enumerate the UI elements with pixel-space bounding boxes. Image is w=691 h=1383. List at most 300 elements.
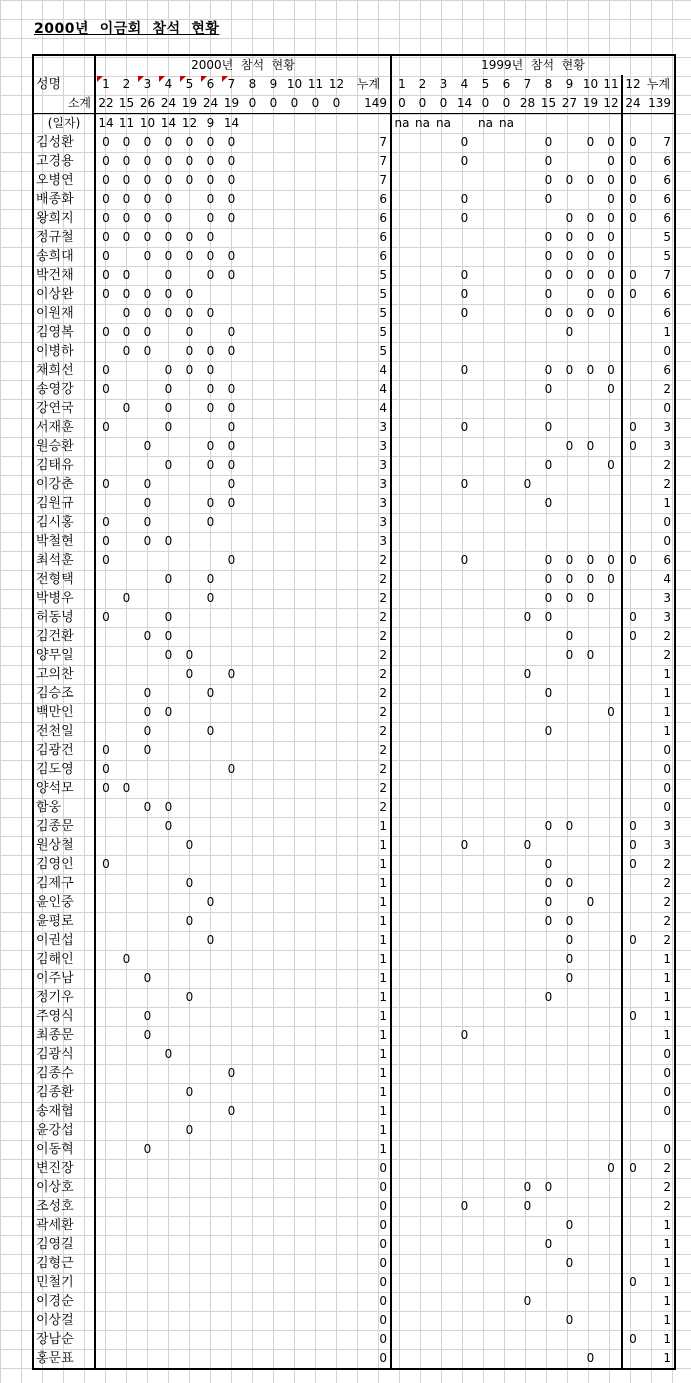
attendance-2000-m12 xyxy=(326,931,347,950)
attendance-1999-m3 xyxy=(433,456,454,475)
attendance-2000-m11 xyxy=(305,836,326,855)
attendance-1999-m6 xyxy=(496,323,517,342)
member-name: 고경용 xyxy=(33,152,95,171)
attendance-2000-m1 xyxy=(95,1292,116,1311)
attendance-1999-m1 xyxy=(391,855,412,874)
attendance-2000-m4 xyxy=(158,342,179,361)
attendance-1999-m11: 0 xyxy=(607,210,615,225)
member-name: 김해인 xyxy=(33,950,95,969)
attendance-1999-m3 xyxy=(433,285,454,304)
attendance-2000-m12 xyxy=(326,551,347,570)
attendance-2000-m7: 0 xyxy=(227,210,236,225)
attendance-2000-m4: 0 xyxy=(164,1046,173,1061)
attendance-1999-m4 xyxy=(454,950,475,969)
attendance-2000-m5 xyxy=(179,684,200,703)
cumulative-label-1999: 누계 xyxy=(643,75,675,94)
title-row xyxy=(33,55,675,75)
attendance-2000-m7: 0 xyxy=(227,761,236,776)
attendance-2000-m6 xyxy=(200,532,221,551)
attendance-1999-m11 xyxy=(601,1121,622,1140)
attendance-2000-m12 xyxy=(326,893,347,912)
attendance-2000-m12 xyxy=(326,665,347,684)
attendance-1999-m7 xyxy=(517,950,538,969)
attendance-2000-m6 xyxy=(200,1045,221,1064)
attendance-1999-m6 xyxy=(496,475,517,494)
attendance-1999-m4 xyxy=(454,1216,475,1235)
attendance-1999-m1 xyxy=(391,608,412,627)
attendance-2000-m1 xyxy=(95,798,116,817)
attendance-1999-m9: 0 xyxy=(565,362,574,377)
attendance-1999-m6 xyxy=(496,741,517,760)
attendance-1999-m8: 0 xyxy=(544,685,553,700)
attendance-1999-m3 xyxy=(433,1235,454,1254)
member-total-2000: 1 xyxy=(347,988,391,1007)
member-total-1999: 1 xyxy=(643,1026,675,1045)
attendance-1999-m8 xyxy=(538,1330,559,1349)
attendance-1999-m4 xyxy=(454,893,475,912)
member-row xyxy=(33,323,675,342)
attendance-1999-m8: 0 xyxy=(544,248,553,263)
attendance-1999-m1 xyxy=(391,912,412,931)
attendance-2000-m12 xyxy=(326,171,347,190)
attendance-2000-m9 xyxy=(263,1197,284,1216)
attendance-1999-m3 xyxy=(433,1273,454,1292)
attendance-2000-m2 xyxy=(116,931,137,950)
member-name: 이상걸 xyxy=(33,1311,95,1330)
attendance-2000-m8 xyxy=(242,1102,263,1121)
attendance-2000-m5: 0 xyxy=(185,343,194,358)
attendance-2000-m2 xyxy=(116,969,137,988)
attendance-1999-m12 xyxy=(622,969,643,988)
attendance-1999-m6 xyxy=(496,646,517,665)
attendance-1999-m6 xyxy=(496,399,517,418)
attendance-1999-m12 xyxy=(622,722,643,741)
attendance-2000-m6 xyxy=(200,551,221,570)
attendance-1999-m4: 0 xyxy=(460,134,469,149)
member-total-2000: 0 xyxy=(347,1330,391,1349)
attendance-1999-m5 xyxy=(475,228,496,247)
attendance-1999-m7 xyxy=(517,912,538,931)
attendance-1999-m12 xyxy=(622,247,643,266)
attendance-2000-m7 xyxy=(221,1311,242,1330)
attendance-2000-m3: 0 xyxy=(143,533,152,548)
member-row xyxy=(33,855,675,874)
attendance-1999-m10: 0 xyxy=(586,647,595,662)
attendance-1999-m2 xyxy=(412,1178,433,1197)
attendance-1999-m1 xyxy=(391,418,412,437)
attendance-2000-m11 xyxy=(305,969,326,988)
attendance-1999-m1 xyxy=(391,437,412,456)
attendance-1999-m12: 0 xyxy=(622,1273,643,1292)
attendance-1999-m7: 0 xyxy=(523,1293,532,1308)
attendance-1999-m12 xyxy=(622,912,643,931)
attendance-2000-m4: 0 xyxy=(164,305,173,320)
attendance-1999-m12 xyxy=(622,1254,643,1273)
attendance-1999-m2 xyxy=(412,1083,433,1102)
attendance-1999-m11: 0 xyxy=(607,267,615,282)
attendance-2000-m12 xyxy=(326,1121,347,1140)
attendance-2000-m8 xyxy=(242,1045,263,1064)
attendance-2000-m8 xyxy=(242,608,263,627)
attendance-2000-m8 xyxy=(242,931,263,950)
attendance-2000-m4 xyxy=(158,1235,179,1254)
subtotal-2000-1: 22 xyxy=(95,94,116,114)
attendance-1999-m2 xyxy=(412,1216,433,1235)
attendance-2000-m12 xyxy=(326,228,347,247)
attendance-2000-m5 xyxy=(179,779,200,798)
attendance-1999-m5 xyxy=(475,1064,496,1083)
attendance-2000-m8 xyxy=(242,1007,263,1026)
attendance-1999-m1 xyxy=(391,1045,412,1064)
attendance-1999-m8 xyxy=(538,342,559,361)
member-total-1999: 7 xyxy=(643,266,675,285)
attendance-2000-m2 xyxy=(116,1026,137,1045)
date-1999-3: na xyxy=(436,115,451,130)
attendance-1999-m6 xyxy=(496,988,517,1007)
attendance-1999-m10 xyxy=(580,741,601,760)
attendance-2000-m5 xyxy=(179,513,200,532)
attendance-2000-m1 xyxy=(95,1216,116,1235)
attendance-2000-m12 xyxy=(326,1083,347,1102)
attendance-2000-m5: 0 xyxy=(185,362,194,377)
attendance-1999-m9 xyxy=(559,1026,580,1045)
attendance-2000-m9 xyxy=(263,1140,284,1159)
attendance-1999-m3 xyxy=(433,1292,454,1311)
member-total-1999: 2 xyxy=(643,893,675,912)
attendance-2000-m12 xyxy=(326,133,347,152)
attendance-1999-m6 xyxy=(496,589,517,608)
attendance-2000-m1: 0 xyxy=(102,267,110,282)
attendance-2000-m1: 0 xyxy=(102,134,110,149)
attendance-1999-m1 xyxy=(391,475,412,494)
attendance-2000-m9 xyxy=(263,494,284,513)
attendance-2000-m2 xyxy=(116,836,137,855)
attendance-2000-m12 xyxy=(326,304,347,323)
attendance-1999-m7 xyxy=(517,209,538,228)
attendance-2000-m4: 0 xyxy=(164,400,173,415)
attendance-1999-m7 xyxy=(517,342,538,361)
attendance-2000-m8 xyxy=(242,1292,263,1311)
attendance-1999-m5 xyxy=(475,1121,496,1140)
attendance-2000-m8 xyxy=(242,152,263,171)
attendance-1999-m2 xyxy=(412,1254,433,1273)
attendance-1999-m2 xyxy=(412,304,433,323)
attendance-1999-m3 xyxy=(433,570,454,589)
member-row xyxy=(33,1216,675,1235)
attendance-2000-m10 xyxy=(284,1064,305,1083)
attendance-2000-m6 xyxy=(200,779,221,798)
attendance-2000-m3: 0 xyxy=(143,438,152,453)
attendance-1999-m8 xyxy=(538,475,559,494)
attendance-1999-m8 xyxy=(538,950,559,969)
attendance-1999-m7 xyxy=(517,969,538,988)
attendance-1999-m7: 0 xyxy=(523,837,532,852)
attendance-2000-m3 xyxy=(137,570,158,589)
attendance-2000-m10 xyxy=(284,722,305,741)
attendance-2000-m10 xyxy=(284,684,305,703)
attendance-2000-m1: 0 xyxy=(102,172,110,187)
member-row xyxy=(33,494,675,513)
attendance-2000-m11 xyxy=(305,760,326,779)
attendance-1999-m6 xyxy=(496,912,517,931)
attendance-1999-m3 xyxy=(433,532,454,551)
attendance-2000-m10 xyxy=(284,760,305,779)
attendance-1999-m9 xyxy=(559,513,580,532)
attendance-2000-m10 xyxy=(284,209,305,228)
attendance-2000-m8 xyxy=(242,380,263,399)
attendance-1999-m1 xyxy=(391,665,412,684)
attendance-2000-m12 xyxy=(326,190,347,209)
member-name: 배종화 xyxy=(33,190,95,209)
attendance-2000-m12 xyxy=(326,456,347,475)
member-total-2000: 0 xyxy=(347,1273,391,1292)
attendance-1999-m2 xyxy=(412,285,433,304)
attendance-2000-m7 xyxy=(221,1140,242,1159)
subtotal-1999-12: 24 xyxy=(622,94,643,114)
attendance-1999-m4 xyxy=(454,1273,475,1292)
attendance-1999-m9: 0 xyxy=(565,229,574,244)
attendance-1999-m10: 0 xyxy=(586,210,595,225)
attendance-1999-m7 xyxy=(517,1349,538,1369)
member-row xyxy=(33,703,675,722)
attendance-2000-m6 xyxy=(200,1102,221,1121)
attendance-2000-m12 xyxy=(326,418,347,437)
attendance-1999-m12 xyxy=(622,779,643,798)
attendance-2000-m3: 0 xyxy=(143,153,152,168)
attendance-2000-m12 xyxy=(326,247,347,266)
attendance-1999-m2 xyxy=(412,1045,433,1064)
member-name: 김승조 xyxy=(33,684,95,703)
attendance-2000-m8 xyxy=(242,741,263,760)
attendance-1999-m6 xyxy=(496,722,517,741)
attendance-1999-m12 xyxy=(622,399,643,418)
attendance-2000-m8 xyxy=(242,969,263,988)
attendance-2000-m2 xyxy=(116,1121,137,1140)
attendance-1999-m7 xyxy=(517,361,538,380)
name-label: 성명 xyxy=(33,75,95,94)
attendance-1999-m5 xyxy=(475,285,496,304)
member-total-2000: 1 xyxy=(347,1007,391,1026)
attendance-1999-m10 xyxy=(580,475,601,494)
member-name: 김광식 xyxy=(33,1045,95,1064)
member-row xyxy=(33,475,675,494)
attendance-2000-m3 xyxy=(137,1197,158,1216)
attendance-1999-m6 xyxy=(496,513,517,532)
attendance-2000-m7 xyxy=(221,703,242,722)
attendance-2000-m6: 0 xyxy=(206,362,215,377)
attendance-2000-m9 xyxy=(263,760,284,779)
member-total-1999: 0 xyxy=(643,741,675,760)
subtotal-label: 소계 xyxy=(33,94,95,114)
attendance-2000-m9 xyxy=(263,1064,284,1083)
attendance-2000-m3 xyxy=(137,380,158,399)
attendance-2000-m10 xyxy=(284,475,305,494)
member-name: 김제구 xyxy=(33,874,95,893)
attendance-1999-m8: 0 xyxy=(544,191,553,206)
member-total-2000: 1 xyxy=(347,950,391,969)
attendance-1999-m8 xyxy=(538,1349,559,1369)
attendance-2000-m12 xyxy=(326,323,347,342)
member-total-2000: 1 xyxy=(347,1140,391,1159)
member-name: 김광건 xyxy=(33,741,95,760)
attendance-2000-m1 xyxy=(95,1197,116,1216)
attendance-2000-m7: 0 xyxy=(227,381,236,396)
attendance-1999-m8 xyxy=(538,798,559,817)
attendance-2000-m2: 0 xyxy=(122,210,131,225)
attendance-2000-m8 xyxy=(242,1178,263,1197)
attendance-1999-m8 xyxy=(538,1273,559,1292)
attendance-1999-m3 xyxy=(433,988,454,1007)
attendance-1999-m4 xyxy=(454,1045,475,1064)
attendance-2000-m8 xyxy=(242,1159,263,1178)
attendance-2000-m11 xyxy=(305,931,326,950)
attendance-1999-m5 xyxy=(475,969,496,988)
attendance-1999-m8: 0 xyxy=(544,552,553,567)
attendance-1999-m5 xyxy=(475,190,496,209)
attendance-1999-m12 xyxy=(622,988,643,1007)
attendance-2000-m6 xyxy=(200,912,221,931)
attendance-2000-m1: 0 xyxy=(102,191,110,206)
member-total-2000: 2 xyxy=(347,703,391,722)
attendance-1999-m7 xyxy=(517,1273,538,1292)
attendance-1999-m7 xyxy=(517,1140,538,1159)
attendance-1999-m11 xyxy=(601,646,622,665)
attendance-2000-m8 xyxy=(242,1064,263,1083)
attendance-1999-m11 xyxy=(601,608,622,627)
member-total-1999: 2 xyxy=(643,855,675,874)
attendance-1999-m7 xyxy=(517,551,538,570)
attendance-2000-m10 xyxy=(284,817,305,836)
attendance-1999-m4: 0 xyxy=(460,191,469,206)
attendance-2000-m10 xyxy=(284,969,305,988)
attendance-1999-m1 xyxy=(391,1159,412,1178)
attendance-2000-m4 xyxy=(158,1121,179,1140)
attendance-2000-m1: 0 xyxy=(102,324,110,339)
attendance-2000-m6 xyxy=(200,1159,221,1178)
attendance-2000-m7: 0 xyxy=(227,343,236,358)
attendance-1999-m11 xyxy=(601,836,622,855)
attendance-2000-m3: 0 xyxy=(143,134,152,149)
attendance-1999-m9 xyxy=(559,342,580,361)
attendance-2000-m9 xyxy=(263,513,284,532)
member-row xyxy=(33,1159,675,1178)
month-2000-8: 8 xyxy=(248,76,257,91)
attendance-1999-m9: 0 xyxy=(565,1312,574,1327)
attendance-2000-m5 xyxy=(179,950,200,969)
attendance-table xyxy=(32,54,676,1370)
attendance-2000-m10 xyxy=(284,1045,305,1064)
attendance-2000-m4 xyxy=(158,1007,179,1026)
attendance-1999-m10 xyxy=(580,494,601,513)
attendance-1999-m7 xyxy=(517,627,538,646)
attendance-1999-m6 xyxy=(496,855,517,874)
attendance-2000-m9 xyxy=(263,190,284,209)
attendance-1999-m11 xyxy=(601,1045,622,1064)
attendance-2000-m6 xyxy=(200,1083,221,1102)
attendance-1999-m6 xyxy=(496,969,517,988)
attendance-2000-m10 xyxy=(284,950,305,969)
attendance-1999-m12 xyxy=(622,361,643,380)
attendance-2000-m8 xyxy=(242,513,263,532)
attendance-2000-m3: 0 xyxy=(143,172,152,187)
attendance-1999-m7: 0 xyxy=(523,1179,532,1194)
member-row xyxy=(33,1254,675,1273)
attendance-2000-m11 xyxy=(305,646,326,665)
attendance-2000-m2 xyxy=(116,418,137,437)
attendance-2000-m7 xyxy=(221,361,242,380)
attendance-2000-m2 xyxy=(116,247,137,266)
attendance-2000-m1: 0 xyxy=(102,514,110,529)
attendance-2000-m6: 0 xyxy=(206,438,215,453)
attendance-2000-m7: 0 xyxy=(227,267,236,282)
attendance-1999-m1 xyxy=(391,874,412,893)
member-row xyxy=(33,190,675,209)
attendance-2000-m2 xyxy=(116,741,137,760)
attendance-2000-m7: 0 xyxy=(227,1103,236,1118)
member-name: 김종문 xyxy=(33,817,95,836)
attendance-1999-m2 xyxy=(412,1311,433,1330)
attendance-1999-m6 xyxy=(496,760,517,779)
attendance-1999-m9 xyxy=(559,1140,580,1159)
attendance-2000-m3 xyxy=(137,931,158,950)
attendance-1999-m8 xyxy=(538,1159,559,1178)
attendance-1999-m1 xyxy=(391,931,412,950)
attendance-2000-m7: 0 xyxy=(227,666,236,681)
attendance-1999-m5 xyxy=(475,741,496,760)
attendance-1999-m8 xyxy=(538,1292,559,1311)
attendance-2000-m1 xyxy=(95,1064,116,1083)
attendance-1999-m2 xyxy=(412,798,433,817)
attendance-1999-m3 xyxy=(433,1083,454,1102)
date-1999-6: na xyxy=(499,115,514,130)
member-row xyxy=(33,570,675,589)
attendance-1999-m12 xyxy=(622,1349,643,1369)
attendance-1999-m1 xyxy=(391,1026,412,1045)
attendance-1999-m2 xyxy=(412,988,433,1007)
member-name: 이강춘 xyxy=(33,475,95,494)
attendance-1999-m12: 0 xyxy=(622,1007,643,1026)
member-row xyxy=(33,912,675,931)
attendance-1999-m7 xyxy=(517,874,538,893)
date-2000-7: 14 xyxy=(223,115,240,130)
date-2000-5: 12 xyxy=(181,115,198,130)
attendance-1999-m3 xyxy=(433,1349,454,1369)
attendance-2000-m7 xyxy=(221,1159,242,1178)
member-total-2000: 1 xyxy=(347,931,391,950)
attendance-1999-m4 xyxy=(454,1235,475,1254)
attendance-2000-m4: 0 xyxy=(164,628,173,643)
attendance-1999-m11: 0 xyxy=(607,134,615,149)
attendance-2000-m3 xyxy=(137,1083,158,1102)
attendance-2000-m12 xyxy=(326,1197,347,1216)
attendance-2000-m5: 0 xyxy=(185,666,194,681)
attendance-1999-m4 xyxy=(454,817,475,836)
member-name: 강연국 xyxy=(33,399,95,418)
member-name: 김시홍 xyxy=(33,513,95,532)
member-total-2000: 3 xyxy=(347,456,391,475)
member-row xyxy=(33,665,675,684)
attendance-2000-m9 xyxy=(263,1121,284,1140)
month-1999-11: 11 xyxy=(603,76,619,91)
attendance-2000-m5 xyxy=(179,475,200,494)
attendance-1999-m12: 0 xyxy=(622,190,643,209)
attendance-2000-m5: 0 xyxy=(185,989,194,1004)
attendance-2000-m9 xyxy=(263,380,284,399)
attendance-2000-m7 xyxy=(221,532,242,551)
attendance-2000-m12 xyxy=(326,836,347,855)
attendance-1999-m9: 0 xyxy=(565,210,574,225)
member-total-2000: 7 xyxy=(347,152,391,171)
